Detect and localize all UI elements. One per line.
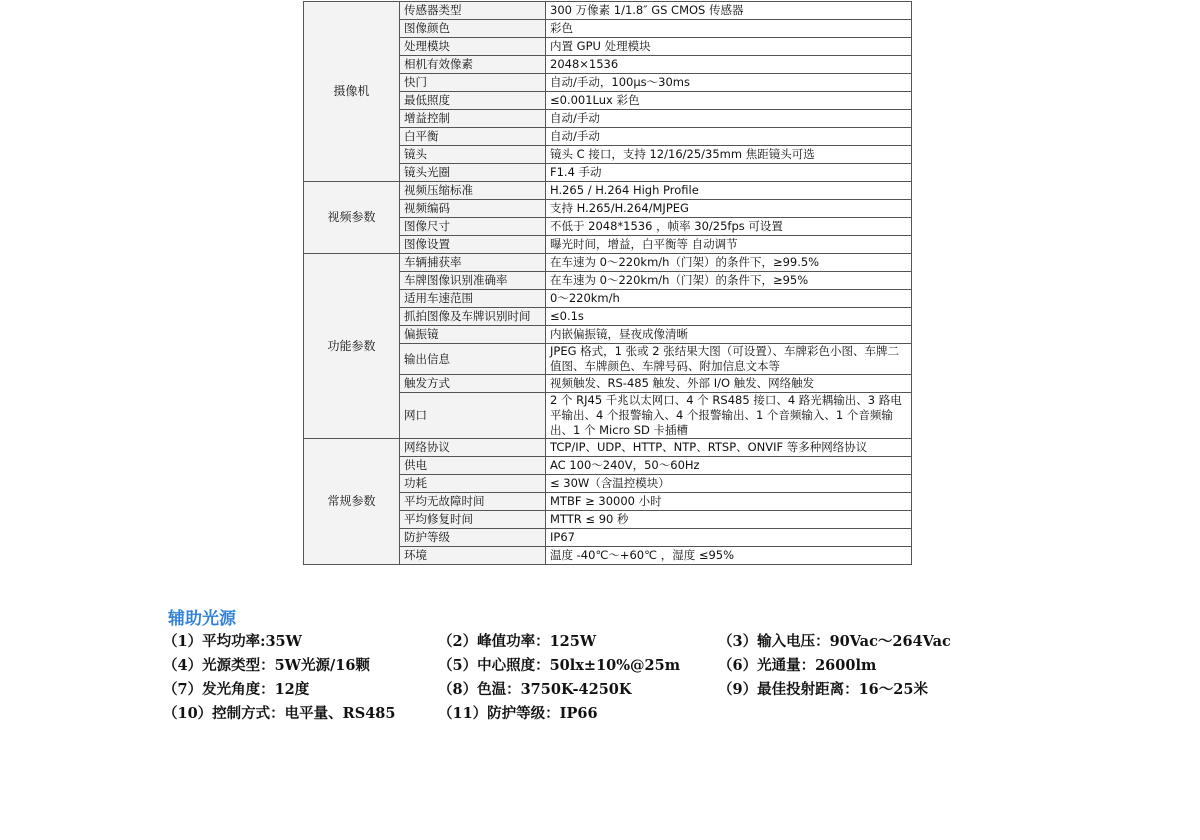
spec-value: 在车速为 0～220km/h（门架）的条件下，≥99.5% [546,254,912,272]
spec-param: 快门 [400,74,546,92]
spec-param: 视频压缩标准 [400,182,546,200]
spec-param: 镜头光圈 [400,164,546,182]
spec-param: 相机有效像素 [400,56,546,74]
aux-light-spec: （3）输入电压：90Vac～264Vac [718,633,951,650]
spec-param: 车辆捕获率 [400,254,546,272]
spec-value: F1.4 手动 [546,164,912,182]
spec-row [304,2,912,20]
aux-light-spec: （8）色温：3750K-4250K [438,681,632,698]
spec-group-label: 功能参数 [304,254,400,439]
spec-param: 平均无故障时间 [400,493,546,511]
spec-value: 不低于 2048*1536 ，帧率 30/25fps 可设置 [546,218,912,236]
spec-row [304,254,912,272]
spec-value: ≤0.001Lux 彩色 [546,92,912,110]
aux-light-spec: （9）最佳投射距离：16～25米 [718,681,928,698]
spec-param: 网口 [400,393,546,439]
spec-value: 镜头 C 接口，支持 12/16/25/35mm 焦距镜头可选 [546,146,912,164]
spec-param: 白平衡 [400,128,546,146]
spec-param: 车牌图像识别准确率 [400,272,546,290]
spec-value: 内置 GPU 处理模块 [546,38,912,56]
spec-value: IP67 [546,529,912,547]
spec-value: 自动/手动，100μs～30ms [546,74,912,92]
aux-light-spec: （6）光通量：2600lm [718,657,877,674]
spec-value: 视频触发、RS-485 触发、外部 I/O 触发、网络触发 [546,375,912,393]
spec-param: 图像颜色 [400,20,546,38]
spec-value: 0～220km/h [546,290,912,308]
spec-group-label: 视频参数 [304,182,400,254]
spec-param: 供电 [400,457,546,475]
spec-value: 自动/手动 [546,128,912,146]
spec-value: 自动/手动 [546,110,912,128]
spec-value: 支持 H.265/H.264/MJPEG [546,200,912,218]
spec-param: 输出信息 [400,344,546,375]
spec-param: 功耗 [400,475,546,493]
spec-param: 偏振镜 [400,326,546,344]
aux-light-spec: （1）平均功率:35W [163,633,302,650]
spec-value: 300 万像素 1/1.8″ GS CMOS 传感器 [546,2,912,20]
spec-value: 曝光时间，增益，白平衡等 自动调节 [546,236,912,254]
spec-param: 最低照度 [400,92,546,110]
spec-param: 防护等级 [400,529,546,547]
spec-value: ≤0.1s [546,308,912,326]
aux-light-spec: （10）控制方式：电平量、RS485 [163,705,396,722]
spec-value: 温度 -40℃～+60℃ ，湿度 ≤95% [546,547,912,565]
spec-row [304,182,912,200]
aux-light-spec: （11）防护等级：IP66 [438,705,598,722]
spec-param: 网络协议 [400,439,546,457]
spec-value: MTBF ≥ 30000 小时 [546,493,912,511]
aux-light-spec: （7）发光角度：12度 [163,681,310,698]
spec-param: 处理模块 [400,38,546,56]
spec-value: 彩色 [546,20,912,38]
spec-value: AC 100～240V，50～60Hz [546,457,912,475]
spec-value: JPEG 格式，1 张或 2 张结果大图（可设置）、车牌彩色小图、车牌二值图、车牌颜色、车牌号码、附加信息文本等 [546,344,912,375]
spec-table [303,1,912,565]
spec-value: H.265 / H.264 High Profile [546,182,912,200]
aux-light-title: 辅助光源 [168,609,236,629]
spec-param: 传感器类型 [400,2,546,20]
spec-param: 环境 [400,547,546,565]
spec-group-label: 常规参数 [304,439,400,565]
spec-param: 平均修复时间 [400,511,546,529]
spec-param: 视频编码 [400,200,546,218]
spec-param: 镜头 [400,146,546,164]
spec-row [304,439,912,457]
spec-value: 在车速为 0～220km/h（门架）的条件下，≥95% [546,272,912,290]
spec-value: 内嵌偏振镜，昼夜成像清晰 [546,326,912,344]
spec-param: 增益控制 [400,110,546,128]
spec-param: 抓拍图像及车牌识别时间 [400,308,546,326]
spec-value: 2 个 RJ45 千兆以太网口、4 个 RS485 接口、4 路光耦输出、3 路电平输出、4 个报警输入、4 个报警输出、1 个音频输入、1 个音频输出、1 个 Micro SD 卡插槽 [546,393,912,439]
spec-group-label: 摄像机 [304,2,400,182]
spec-value: ≤ 30W（含温控模块） [546,475,912,493]
spec-param: 图像设置 [400,236,546,254]
aux-light-spec: （4）光源类型：5W光源/16颗 [163,657,370,674]
spec-param: 适用车速范围 [400,290,546,308]
spec-param: 触发方式 [400,375,546,393]
spec-table-body [304,2,912,565]
aux-light-spec: （2）峰值功率：125W [438,633,597,650]
aux-light-spec: （5）中心照度：50lx±10%@25m [438,657,681,674]
spec-value: TCP/IP、UDP、HTTP、NTP、RTSP、ONVIF 等多种网络协议 [546,439,912,457]
spec-value: 2048×1536 [546,56,912,74]
spec-param: 图像尺寸 [400,218,546,236]
spec-value: MTTR ≤ 90 秒 [546,511,912,529]
